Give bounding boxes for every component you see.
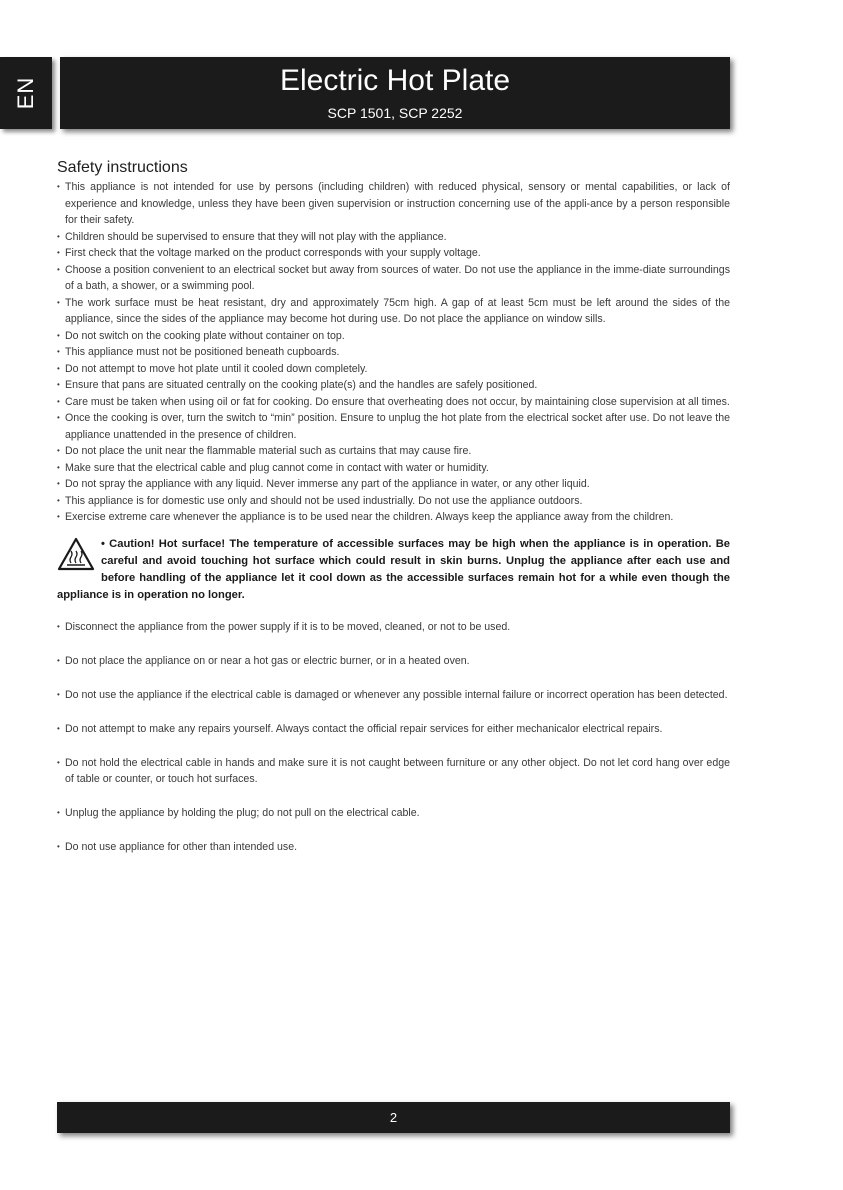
list-item: • Unplug the appliance by holding the plug; do not pull on the electrical cable. [57, 805, 730, 822]
language-tab [0, 57, 52, 129]
list-item: • Do not spray the appliance with any liquid. Never immerse any part of the appliance in water, or any other liquid. [57, 476, 730, 493]
caution-text: • Caution! Hot surface! The temperature of accessible surfaces may be high when the appliance is in operation. Be careful and avoid touching hot surface which could result in skin burns. Unplug the appliance after each use and before handling of the appliance let it cool down as the accessible surfaces remain hot for a while even though the appliance is in operation no longer. [57, 537, 730, 601]
list-item: • The work surface must be heat resistant, dry and approximately 75cm high. A gap of at least 5cm must be left around the sides of the appliance, since the sides of the appliance may become hot during use. Do not place the appliance on window sills. [57, 295, 730, 328]
list-item: • Do not place the appliance on or near a hot gas or electric burner, or in a heated oven. [57, 653, 730, 670]
page-title: Electric Hot Plate [279, 64, 511, 97]
caution-block [57, 536, 730, 604]
list-item: • Choose a position convenient to an electrical socket but away from sources of water. Do not use the appliance in the imme-diate surroundings of a bath, a shower, or a swimming pool. [57, 262, 730, 295]
list-item: • First check that the voltage marked on the product corresponds with your supply voltage. [57, 245, 730, 262]
hot-surface-warning-icon [57, 537, 95, 571]
list-item: • Do not attempt to make any repairs yourself. Always contact the official repair services for either mechanicalor electrical repairs. [57, 721, 730, 738]
list-item: • Make sure that the electrical cable and plug cannot come in contact with water or humidity. [57, 460, 730, 477]
page-footer [57, 1102, 730, 1133]
list-item: • Exercise extreme care whenever the appliance is to be used near the children. Always keep the appliance away from the children. [57, 509, 730, 526]
list-item: • This appliance is for domestic use only and should not be used industrially. Do not use the appliance outdoors. [57, 493, 730, 510]
page-header [60, 57, 730, 129]
list-item: • Do not place the unit near the flammable material such as curtains that may cause fire. [57, 443, 730, 460]
list-item: • This appliance is not intended for use by persons (including children) with reduced physical, sensory or mental capabilities, or lack of experience and knowledge, unless they have been given supervision or instruction concerning use of the appli-ance by a person responsible for their safety. [57, 179, 730, 229]
additional-safety-list [57, 619, 730, 856]
page-number: 2 [389, 1110, 398, 1125]
list-item: • Disconnect the appliance from the power supply if it is to be moved, cleaned, or not to be used. [57, 619, 730, 636]
safety-list [57, 179, 730, 526]
model-numbers: SCP 1501, SCP 2252 [327, 105, 463, 121]
list-item: • Children should be supervised to ensure that they will not play with the appliance. [57, 229, 730, 246]
section-title: Safety instructions [57, 159, 188, 176]
list-item: • Do not use the appliance if the electrical cable is damaged or whenever any possible internal failure or incorrect operation has been detected. [57, 687, 730, 704]
list-item: • Care must be taken when using oil or fat for cooking. Do ensure that overheating does not occur, by maintaining close supervision at all times. [57, 394, 730, 411]
list-item: • Ensure that pans are situated centrally on the cooking plate(s) and the handles are safely positioned. [57, 377, 730, 394]
language-label: EN [13, 76, 38, 110]
list-item: • Do not switch on the cooking plate without container on top. [57, 328, 730, 345]
list-item: • Do not use appliance for other than intended use. [57, 839, 730, 856]
list-item: • Do not attempt to move hot plate until it cooled down completely. [57, 361, 730, 378]
content [57, 158, 730, 873]
list-item: • This appliance must not be positioned beneath cupboards. [57, 344, 730, 361]
list-item: • Do not hold the electrical cable in hands and make sure it is not caught between furniture or any other object. Do not let cord hang over edge of table or counter, or touch hot surfaces. [57, 755, 730, 788]
list-item: • Once the cooking is over, turn the switch to “min” position. Ensure to unplug the hot plate from the electrical socket after use. Do not leave the appliance unattended in the presence of children. [57, 410, 730, 443]
